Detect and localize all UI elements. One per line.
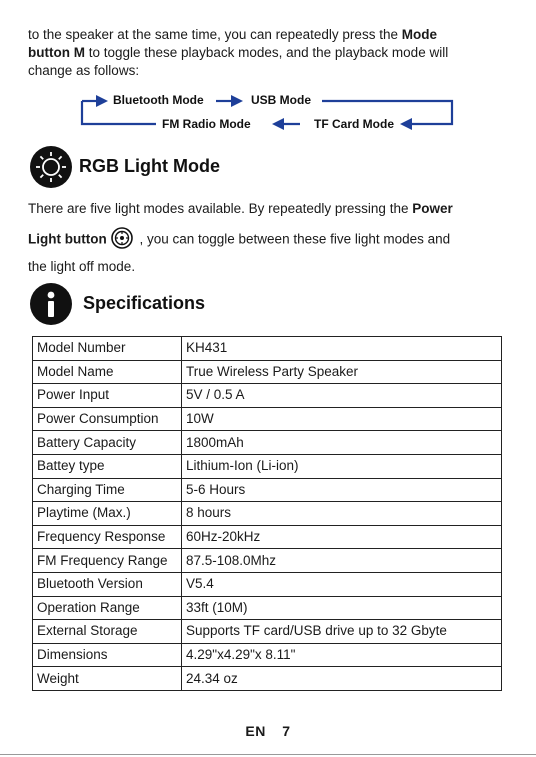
spec-label: Bluetooth Version — [33, 572, 182, 596]
spec-label: Operation Range — [33, 596, 182, 620]
spec-value: 4.29"x4.29"x 8.11" — [182, 643, 502, 667]
rgb-line-3: the light off mode. — [28, 259, 136, 274]
flow-label-bluetooth: Bluetooth Mode — [113, 93, 204, 107]
table-row — [33, 431, 502, 455]
table-row — [33, 384, 502, 408]
table-row — [33, 337, 502, 361]
info-icon — [30, 283, 72, 325]
flow-label-tf-card: TF Card Mode — [314, 117, 394, 131]
arrow-to-fm — [272, 118, 284, 130]
spec-value: 60Hz-20kHz — [182, 525, 502, 549]
table-row — [33, 643, 502, 667]
spec-label: Frequency Response — [33, 525, 182, 549]
rgb-section-title: RGB Light Mode — [79, 156, 220, 176]
spec-value: 24.34 oz — [182, 667, 502, 691]
spec-value: KH431 — [182, 337, 502, 361]
footer-page-number: 7 — [282, 723, 291, 739]
arrow-to-bluetooth — [96, 95, 108, 107]
spec-value: V5.4 — [182, 572, 502, 596]
table-row — [33, 620, 502, 644]
arrow-to-tf — [400, 118, 412, 130]
spec-value: 10W — [182, 407, 502, 431]
footer-language: EN — [245, 723, 266, 739]
intro-line-1: to the speaker at the same time, you can repeatedly press the Mode — [28, 27, 437, 42]
spec-label: External Storage — [33, 620, 182, 644]
intro-line-3: change as follows: — [28, 63, 140, 78]
table-row — [33, 407, 502, 431]
spec-value: True Wireless Party Speaker — [182, 360, 502, 384]
intro-paragraph — [28, 26, 508, 80]
spec-label: FM Frequency Range — [33, 549, 182, 573]
spec-value: 33ft (10M) — [182, 596, 502, 620]
light-bulb-icon — [30, 146, 72, 188]
intro-line-2: button M to toggle these playback modes, and the playback mode will — [28, 45, 449, 60]
table-row — [33, 667, 502, 691]
spec-label: Power Consumption — [33, 407, 182, 431]
spec-value: 5-6 Hours — [182, 478, 502, 502]
arrow-to-usb — [231, 95, 243, 107]
spec-value: 8 hours — [182, 502, 502, 526]
flow-label-fm-radio: FM Radio Mode — [162, 117, 251, 131]
footer-divider — [0, 754, 536, 755]
spec-label: Power Input — [33, 384, 182, 408]
table-row — [33, 360, 502, 384]
rgb-line-2: Light button , you can toggle between these five light modes and — [28, 229, 508, 251]
spec-label: Model Name — [33, 360, 182, 384]
spec-label: Playtime (Max.) — [33, 502, 182, 526]
spec-label: Weight — [33, 667, 182, 691]
spec-label: Model Number — [33, 337, 182, 361]
table-row — [33, 502, 502, 526]
table-row — [33, 454, 502, 478]
spec-label: Battey type — [33, 454, 182, 478]
power-light-button-icon — [111, 227, 133, 249]
table-row — [33, 525, 502, 549]
specifications-table-body — [33, 337, 502, 691]
flow-label-usb: USB Mode — [251, 93, 311, 107]
spec-label: Charging Time — [33, 478, 182, 502]
table-row — [33, 478, 502, 502]
spec-label: Battery Capacity — [33, 431, 182, 455]
spec-value: Lithium-Ion (Li-ion) — [182, 454, 502, 478]
table-row — [33, 549, 502, 573]
spec-value: 5V / 0.5 A — [182, 384, 502, 408]
specifications-table — [32, 336, 502, 691]
spec-value: Supports TF card/USB drive up to 32 Gbyte — [182, 620, 502, 644]
page-footer — [0, 723, 536, 739]
rgb-line-1: There are five light modes available. By repeatedly pressing the Power — [28, 201, 453, 216]
spec-value: 87.5-108.0Mhz — [182, 549, 502, 573]
table-row — [33, 572, 502, 596]
specifications-title: Specifications — [83, 293, 206, 313]
table-row — [33, 596, 502, 620]
spec-value: 1800mAh — [182, 431, 502, 455]
spec-label: Dimensions — [33, 643, 182, 667]
